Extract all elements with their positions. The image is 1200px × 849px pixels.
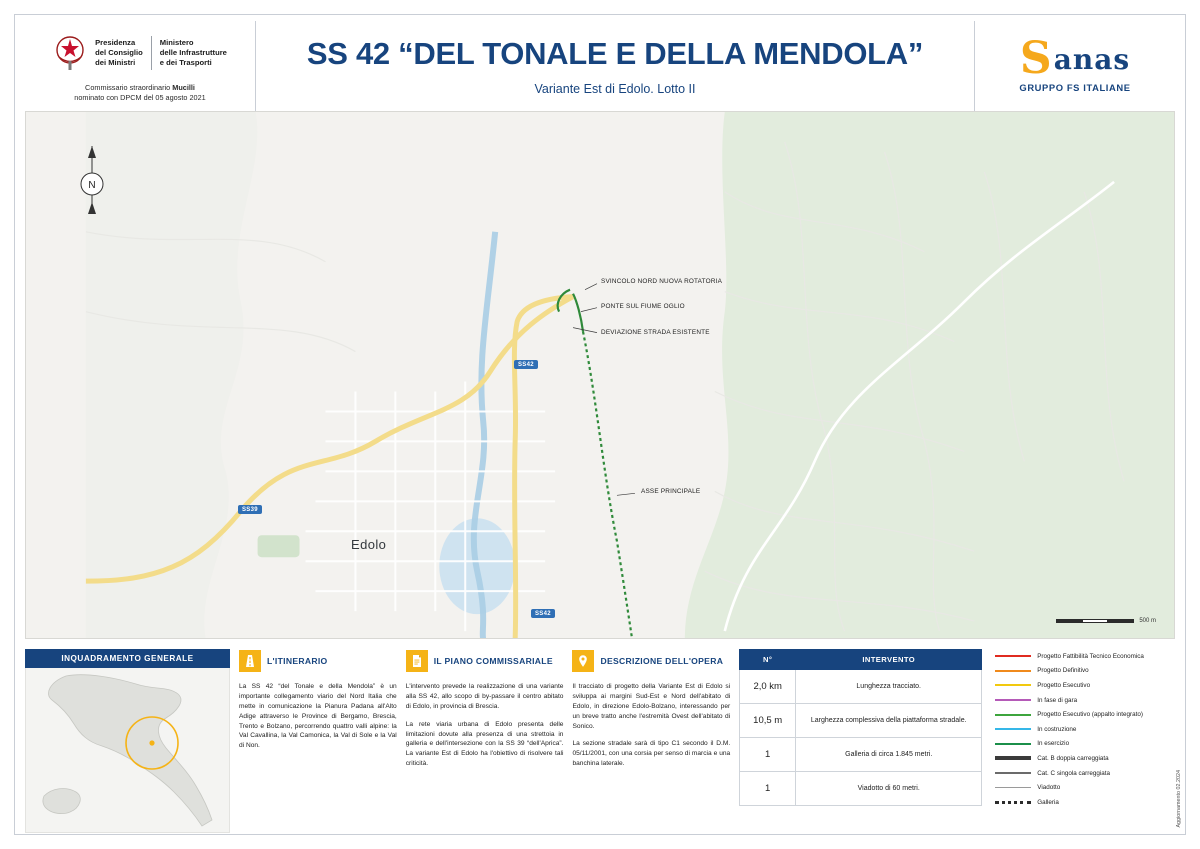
table-header-intervento: INTERVENTO xyxy=(796,650,982,670)
legend-swatch xyxy=(995,743,1031,745)
legend-swatch xyxy=(995,756,1031,760)
road-icon xyxy=(239,650,261,672)
descrizione-header xyxy=(572,649,730,673)
compass-rose xyxy=(70,144,114,216)
update-note: Aggiornamento 02.2024 xyxy=(1176,770,1182,828)
ministry-line-2: delle Infrastrutture xyxy=(159,48,227,58)
descrizione-paragraph-2: La sezione stradale sarà di tipo C1 secondo il D.M. 05/11/2001, con una corsia per senso di marcia e una banchina laterale. xyxy=(572,740,731,768)
legend-swatch xyxy=(995,801,1031,804)
bottom-section xyxy=(25,649,1175,835)
header-center xyxy=(255,21,975,111)
legend-swatch xyxy=(995,655,1031,657)
legend-swatch xyxy=(995,670,1031,672)
legend-swatch xyxy=(995,684,1031,686)
legend-item xyxy=(995,664,1175,679)
piano-text xyxy=(406,682,564,769)
legend-swatch xyxy=(995,699,1031,701)
svg-text:N: N xyxy=(88,180,96,191)
page-subtitle: Variante Est di Edolo. Lotto II xyxy=(534,82,696,96)
map-label-ponte-oglio: PONTE SUL FIUME OGLIO xyxy=(601,303,685,310)
table-row xyxy=(740,738,982,772)
itinerario-title: L'ITINERARIO xyxy=(267,656,328,666)
legend-item xyxy=(995,678,1175,693)
piano-block xyxy=(406,649,564,835)
ministry-line-1: Ministero xyxy=(159,38,194,48)
italy-outline-map xyxy=(26,668,229,831)
header-left xyxy=(25,21,255,111)
piano-paragraph-2: La rete viaria urbana di Edolo presenta delle limitazioni dovute alla presenza di una strettoia in galleria e dell'intersezione con la SS 39 “dell'Aprica”. La variante Est di Edolo ha l'obiettivo di risolvere tali criticità. xyxy=(405,720,564,768)
legend-swatch xyxy=(995,787,1031,788)
map-label-asse-principale: ASSE PRINCIPALE xyxy=(641,488,701,495)
commissario-note xyxy=(74,83,205,103)
presidency-line-2: del Consiglio xyxy=(95,48,143,58)
route-shield-ss42-north: SS42 xyxy=(514,360,538,369)
legend-label: Progetto Esecutivo xyxy=(1037,681,1091,689)
table-row xyxy=(740,670,982,704)
scalebar-segment-2 xyxy=(1082,619,1108,623)
legend-label: Progetto Fattibilità Tecnico Economica xyxy=(1037,652,1144,660)
piano-title: IL PIANO COMMISSARIALE xyxy=(433,656,553,666)
itinerario-paragraph-1: La SS 42 “del Tonale e della Mendola” è un importante collegamento viario del Nord Italia che mette in comunicazione la Pianura Padana all'Alto Adige attraverso le Province di Bergamo, Brescia, Trento e Bolzano, percorrendo quattro valli alpine: la Val Cavallina, la Val Camonica, la Val di Sole e la Val di Non. xyxy=(239,683,397,750)
commissario-name: Mucilli xyxy=(172,83,195,93)
map-legend xyxy=(991,649,1175,835)
legend-label: Progetto Esecutivo (appalto integrato) xyxy=(1037,711,1143,719)
descrizione-text xyxy=(572,682,730,769)
header-divider xyxy=(151,36,152,70)
legend-item xyxy=(995,780,1175,795)
table-cell-n: 10,5 m xyxy=(740,704,796,738)
document-icon xyxy=(406,650,428,672)
legend-item xyxy=(995,649,1175,664)
itinerario-block xyxy=(239,649,397,835)
legend-label: In costruzione xyxy=(1037,725,1077,733)
legend-swatch xyxy=(995,772,1031,774)
legend-label: Progetto Definitivo xyxy=(1037,667,1089,675)
interventi-table xyxy=(739,649,982,806)
table-header-row xyxy=(740,650,982,670)
route-shield-ss42-south: SS42 xyxy=(531,609,555,618)
piano-paragraph-1: L'intervento prevede la realizzazione di una variante alla SS 42, allo scopo di by-passare il centro abitato di Edolo, in provincia di Brescia. xyxy=(405,683,564,710)
government-block xyxy=(53,33,227,73)
legend-swatch xyxy=(995,714,1031,716)
legend-swatch xyxy=(995,728,1031,730)
presidency-line-1: Presidenza xyxy=(95,38,136,48)
overview-map-body[interactable] xyxy=(25,668,230,833)
location-pin-icon xyxy=(572,650,594,672)
presidency-line-3: dei Ministri xyxy=(95,58,136,68)
scalebar-segment-3 xyxy=(1108,619,1134,623)
commissario-line-1 xyxy=(74,83,205,93)
legend-item xyxy=(995,737,1175,752)
table-cell-n: 1 xyxy=(740,738,796,772)
overview-map-panel xyxy=(25,649,230,835)
scalebar-segment-1 xyxy=(1056,619,1082,623)
table-cell-n: 1 xyxy=(740,772,796,806)
interventi-table-wrap xyxy=(739,649,982,835)
ministry-text xyxy=(160,38,227,68)
italy-emblem-icon xyxy=(53,33,87,73)
table-cell-n: 2,0 km xyxy=(740,670,796,704)
table-cell-desc: Galleria di circa 1.845 metri. xyxy=(796,738,982,772)
presidency-text xyxy=(95,38,143,68)
map-label-svincolo-nord: SVINCOLO NORD NUOVA ROTATORIA xyxy=(601,278,723,285)
table-header-n: N° xyxy=(740,650,796,670)
anas-logo-subtitle: GRUPPO FS ITALIANE xyxy=(1019,81,1131,93)
table-cell-desc: Larghezza complessiva della piattaforma stradale. xyxy=(796,704,982,738)
map-label-edolo: Edolo xyxy=(351,537,387,552)
page-title: SS 42 “DEL TONALE E DELLA MENDOLA” xyxy=(306,36,924,71)
table-row xyxy=(740,704,982,738)
map-label-deviazione: DEVIAZIONE STRADA ESISTENTE xyxy=(601,329,710,336)
route-shield-ss39: SS39 xyxy=(238,505,262,514)
poster-frame xyxy=(14,14,1186,835)
legend-item xyxy=(995,751,1175,766)
legend-item xyxy=(995,693,1175,708)
itinerario-text xyxy=(239,682,397,751)
legend-item xyxy=(995,722,1175,737)
legend-label: Galleria xyxy=(1037,798,1059,806)
legend-label: In fase di gara xyxy=(1037,696,1078,704)
table-cell-desc: Lunghezza tracciato. xyxy=(796,670,982,704)
legend-label: Cat. B doppia carreggiata xyxy=(1037,754,1109,762)
map-scalebar xyxy=(1056,618,1156,624)
anas-logo-mark: S xyxy=(1019,33,1052,85)
piano-header xyxy=(406,649,564,673)
legend-label: Viadotto xyxy=(1037,784,1061,792)
commissario-line-2: nominato con DPCM del 05 agosto 2021 xyxy=(74,93,206,102)
commissario-prefix: Commissario straordinario xyxy=(85,83,173,93)
descrizione-block xyxy=(572,649,730,835)
ministry-line-3: e dei Trasporti xyxy=(159,58,212,68)
table-row xyxy=(740,772,982,806)
header-right xyxy=(975,21,1175,111)
header xyxy=(15,15,1185,111)
scalebar-label: 500 m xyxy=(1139,618,1156,624)
anas-logo-word: anas xyxy=(1053,42,1131,76)
legend-item xyxy=(995,766,1175,781)
overview-map-title: INQUADRAMENTO GENERALE xyxy=(25,649,230,668)
itinerario-header xyxy=(239,649,397,673)
legend-label: Cat. C singola carreggiata xyxy=(1037,769,1111,777)
map-panel[interactable] xyxy=(25,111,1175,639)
legend-item xyxy=(995,707,1175,722)
descrizione-title: DESCRIZIONE DELL'OPERA xyxy=(600,656,724,666)
legend-item xyxy=(995,795,1175,810)
map-canvas xyxy=(26,112,1174,639)
legend-label: In esercizio xyxy=(1037,740,1070,748)
table-cell-desc: Viadotto di 60 metri. xyxy=(796,772,982,806)
descrizione-paragraph-1: Il tracciato di progetto della Variante Est di Edolo si sviluppa ai margini Sud-Est e Nord dell'abitato di Edolo, in direzione Edolo-Bolzano, interessando per un breve tratto anche l'estremità Ovest dell'abitato di Sonico. xyxy=(572,683,731,730)
anas-logo xyxy=(1019,33,1131,85)
